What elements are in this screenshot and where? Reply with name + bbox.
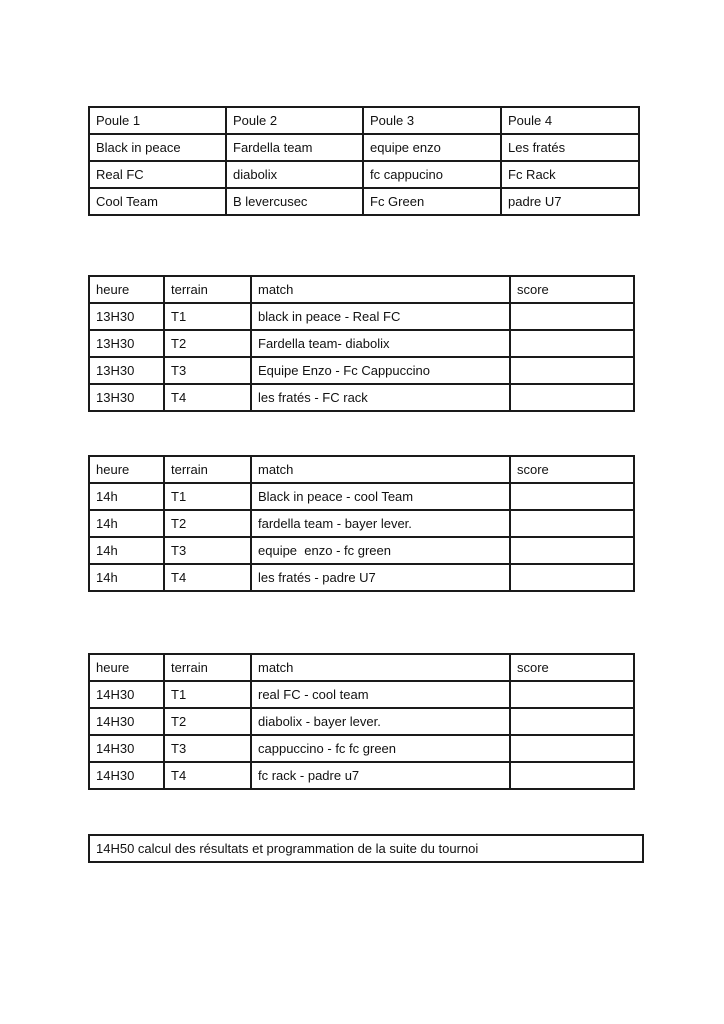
score-cell bbox=[510, 708, 634, 735]
team-cell: fc cappucino bbox=[363, 161, 501, 188]
heure-cell: 14h bbox=[89, 483, 164, 510]
schedule-table-1430 bbox=[88, 653, 635, 790]
heure-header: heure bbox=[89, 276, 164, 303]
match-cell: diabolix - bayer lever. bbox=[251, 708, 510, 735]
team-cell: equipe enzo bbox=[363, 134, 501, 161]
heure-cell: 14h bbox=[89, 537, 164, 564]
schedule-header-row bbox=[89, 456, 634, 483]
terrain-cell: T1 bbox=[164, 483, 251, 510]
schedule-header-row bbox=[89, 654, 634, 681]
schedule-row bbox=[89, 735, 634, 762]
team-cell: Black in peace bbox=[89, 134, 226, 161]
match-cell: les fratés - padre U7 bbox=[251, 564, 510, 591]
heure-cell: 14H30 bbox=[89, 681, 164, 708]
score-header: score bbox=[510, 654, 634, 681]
match-cell: black in peace - Real FC bbox=[251, 303, 510, 330]
terrain-cell: T1 bbox=[164, 681, 251, 708]
match-cell: Equipe Enzo - Fc Cappuccino bbox=[251, 357, 510, 384]
score-header: score bbox=[510, 456, 634, 483]
terrain-cell: T2 bbox=[164, 510, 251, 537]
terrain-cell: T2 bbox=[164, 708, 251, 735]
match-header: match bbox=[251, 654, 510, 681]
team-cell: padre U7 bbox=[501, 188, 639, 215]
schedule-row bbox=[89, 537, 634, 564]
terrain-cell: T1 bbox=[164, 303, 251, 330]
schedule-row bbox=[89, 510, 634, 537]
heure-header: heure bbox=[89, 654, 164, 681]
heure-cell: 14h bbox=[89, 510, 164, 537]
score-header: score bbox=[510, 276, 634, 303]
score-cell bbox=[510, 510, 634, 537]
team-cell: Fardella team bbox=[226, 134, 363, 161]
heure-cell: 14H30 bbox=[89, 735, 164, 762]
schedule-row bbox=[89, 384, 634, 411]
team-cell: B levercusec bbox=[226, 188, 363, 215]
score-cell bbox=[510, 537, 634, 564]
match-cell: cappuccino - fc fc green bbox=[251, 735, 510, 762]
match-cell: real FC - cool team bbox=[251, 681, 510, 708]
poules-row bbox=[89, 188, 639, 215]
terrain-cell: T3 bbox=[164, 735, 251, 762]
heure-header: heure bbox=[89, 456, 164, 483]
schedule-row bbox=[89, 357, 634, 384]
team-cell: Cool Team bbox=[89, 188, 226, 215]
poules-row bbox=[89, 134, 639, 161]
terrain-cell: T4 bbox=[164, 384, 251, 411]
poules-table bbox=[88, 106, 640, 216]
match-cell: Black in peace - cool Team bbox=[251, 483, 510, 510]
schedule-row bbox=[89, 762, 634, 789]
schedule-row bbox=[89, 681, 634, 708]
match-cell: les fratés - FC rack bbox=[251, 384, 510, 411]
poule-header: Poule 3 bbox=[363, 107, 501, 134]
schedule-row bbox=[89, 708, 634, 735]
team-cell: Fc Green bbox=[363, 188, 501, 215]
terrain-cell: T2 bbox=[164, 330, 251, 357]
match-header: match bbox=[251, 276, 510, 303]
terrain-header: terrain bbox=[164, 654, 251, 681]
heure-cell: 13H30 bbox=[89, 303, 164, 330]
heure-cell: 14H30 bbox=[89, 708, 164, 735]
terrain-header: terrain bbox=[164, 456, 251, 483]
terrain-header: terrain bbox=[164, 276, 251, 303]
terrain-cell: T4 bbox=[164, 762, 251, 789]
match-cell: fc rack - padre u7 bbox=[251, 762, 510, 789]
score-cell bbox=[510, 330, 634, 357]
tournament-note: 14H50 calcul des résultats et programmation de la suite du tournoi bbox=[88, 834, 644, 863]
terrain-cell: T3 bbox=[164, 537, 251, 564]
team-cell: Les fratés bbox=[501, 134, 639, 161]
score-cell bbox=[510, 735, 634, 762]
team-cell: diabolix bbox=[226, 161, 363, 188]
team-cell: Real FC bbox=[89, 161, 226, 188]
poule-header: Poule 2 bbox=[226, 107, 363, 134]
terrain-cell: T3 bbox=[164, 357, 251, 384]
terrain-cell: T4 bbox=[164, 564, 251, 591]
score-cell bbox=[510, 357, 634, 384]
score-cell bbox=[510, 564, 634, 591]
schedule-table-1330 bbox=[88, 275, 635, 412]
poule-header: Poule 4 bbox=[501, 107, 639, 134]
match-cell: Fardella team- diabolix bbox=[251, 330, 510, 357]
heure-cell: 14h bbox=[89, 564, 164, 591]
schedule-row bbox=[89, 483, 634, 510]
poules-row bbox=[89, 161, 639, 188]
poule-header: Poule 1 bbox=[89, 107, 226, 134]
poules-header-row bbox=[89, 107, 639, 134]
match-cell: fardella team - bayer lever. bbox=[251, 510, 510, 537]
schedule-row bbox=[89, 330, 634, 357]
score-cell bbox=[510, 681, 634, 708]
heure-cell: 14H30 bbox=[89, 762, 164, 789]
score-cell bbox=[510, 483, 634, 510]
score-cell bbox=[510, 384, 634, 411]
heure-cell: 13H30 bbox=[89, 330, 164, 357]
score-cell bbox=[510, 762, 634, 789]
match-header: match bbox=[251, 456, 510, 483]
schedule-row bbox=[89, 303, 634, 330]
heure-cell: 13H30 bbox=[89, 384, 164, 411]
match-cell: equipe enzo - fc green bbox=[251, 537, 510, 564]
schedule-header-row bbox=[89, 276, 634, 303]
heure-cell: 13H30 bbox=[89, 357, 164, 384]
schedule-row bbox=[89, 564, 634, 591]
team-cell: Fc Rack bbox=[501, 161, 639, 188]
schedule-table-14h bbox=[88, 455, 635, 592]
score-cell bbox=[510, 303, 634, 330]
